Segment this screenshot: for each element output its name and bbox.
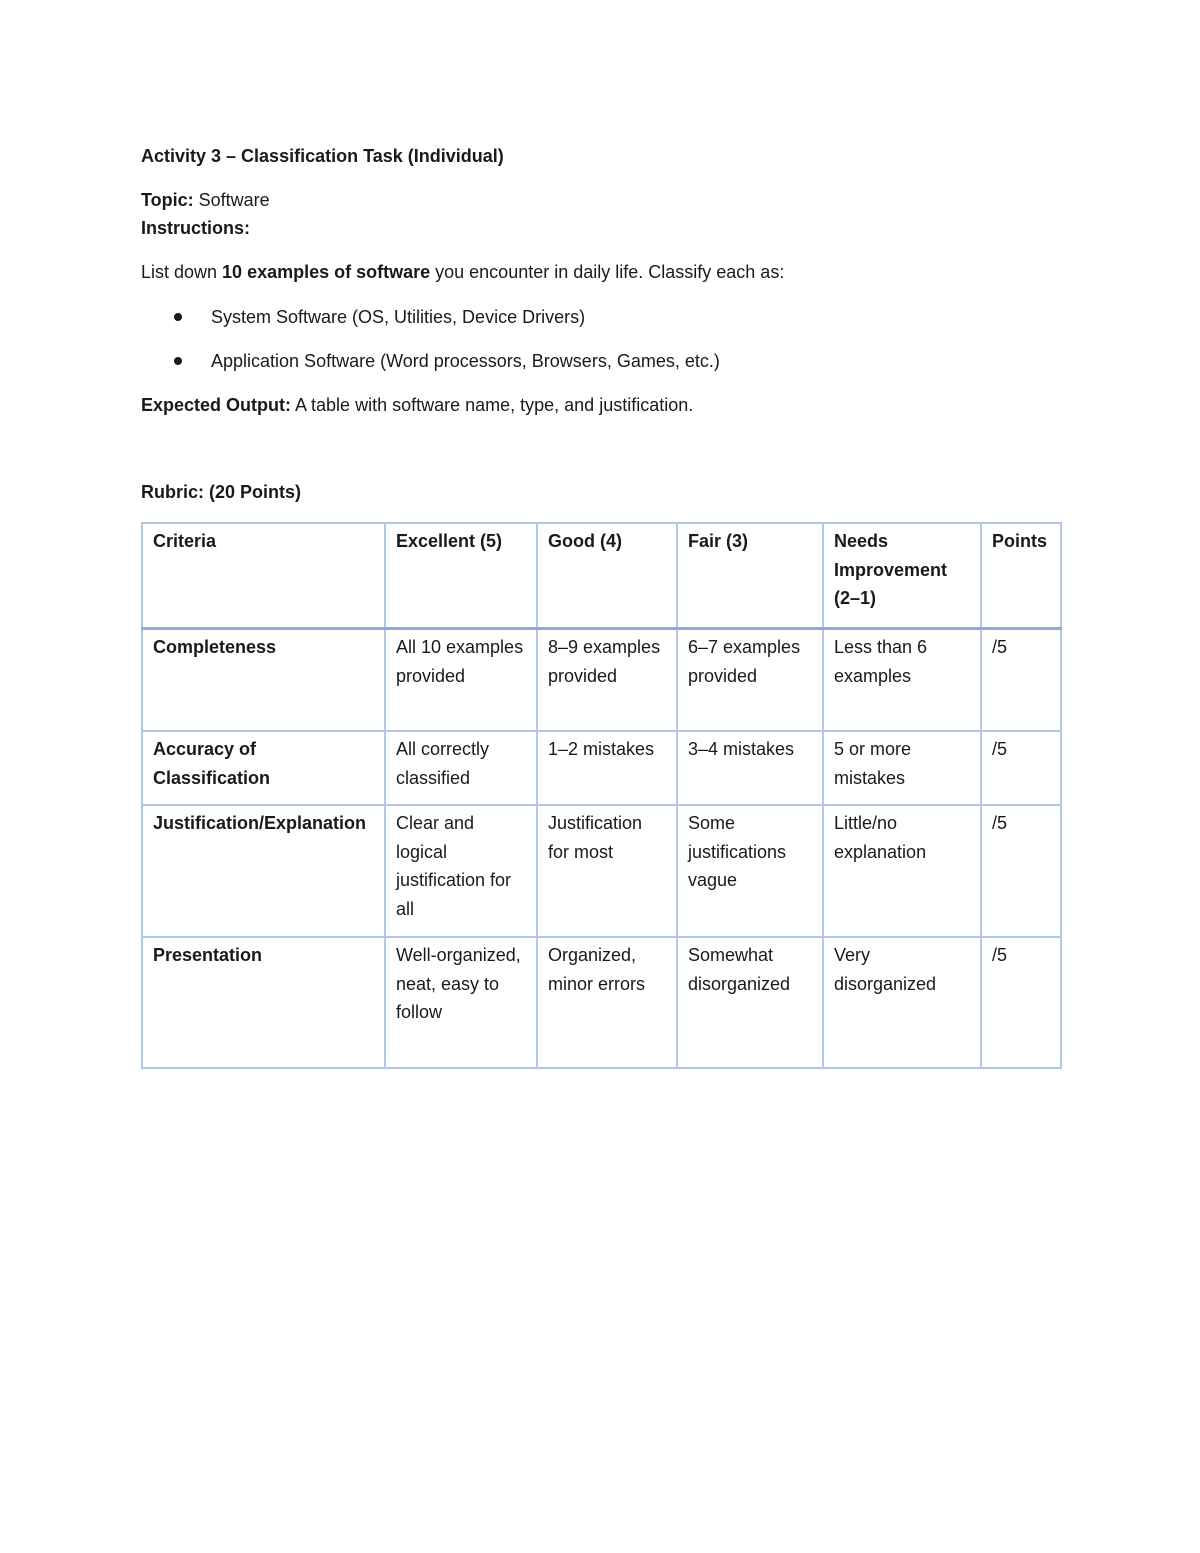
table-cell: Somewhat disorganized [677, 937, 823, 1068]
points-cell: /5 [981, 805, 1061, 937]
list-suffix: you encounter in daily life. Classify each as: [430, 262, 785, 282]
expected-label: Expected Output: [141, 395, 292, 415]
topic-label: Topic: [141, 190, 194, 210]
topic-value: Software [193, 190, 270, 210]
table-cell: 8–9 examples provided [537, 629, 677, 732]
table-cell: Some justifications vague [677, 805, 823, 937]
table-cell: 3–4 mistakes [677, 731, 823, 805]
rubric-table [141, 522, 1062, 1069]
table-cell: Very disorganized [823, 937, 981, 1068]
table-cell: Clear and logical justification for all [385, 805, 537, 937]
header-cell: Criteria [142, 523, 385, 629]
criteria-cell: Completeness [142, 629, 385, 732]
expected-value: A table with software name, type, and justification. [291, 395, 694, 415]
table-cell: Justification for most [537, 805, 677, 937]
bullet-text: Application Software (Word processors, Browsers, Games, etc.) [211, 351, 720, 371]
table-row [142, 805, 1061, 937]
criteria-cell: Accuracy of Classification [142, 731, 385, 805]
table-cell: 5 or more mistakes [823, 731, 981, 805]
table-header-row [142, 523, 1061, 629]
bullet-icon [174, 313, 182, 321]
table-cell: Well-organized, neat, easy to follow [385, 937, 537, 1068]
instructions-text [141, 260, 784, 284]
points-cell: /5 [981, 937, 1061, 1068]
header-cell: Points [981, 523, 1061, 629]
table-cell: Less than 6 examples [823, 629, 981, 732]
points-cell: /5 [981, 731, 1061, 805]
table-row [142, 731, 1061, 805]
instructions-label: Instructions: [141, 218, 251, 238]
criteria-cell: Presentation [142, 937, 385, 1068]
table-cell: All correctly classified [385, 731, 537, 805]
table-cell: 1–2 mistakes [537, 731, 677, 805]
table-cell: Organized, minor errors [537, 937, 677, 1068]
header-cell: Fair (3) [677, 523, 823, 629]
header-cell: Excellent (5) [385, 523, 537, 629]
points-cell: /5 [981, 629, 1061, 732]
activity-title: Activity 3 – Classification Task (Individual) [141, 146, 504, 166]
criteria-cell: Justification/Explanation [142, 805, 385, 937]
table-cell: Little/no explanation [823, 805, 981, 937]
rubric-title: Rubric: (20 Points) [141, 482, 302, 502]
list-prefix: List down [141, 262, 223, 282]
list-bold: 10 examples of software [222, 262, 431, 282]
table-cell: 6–7 examples provided [677, 629, 823, 732]
table-cell: All 10 examples provided [385, 629, 537, 732]
table-row [142, 937, 1061, 1068]
header-cell: Good (4) [537, 523, 677, 629]
expected-output-line [141, 393, 693, 417]
topic-line [141, 188, 270, 212]
header-cell: Needs Improvement (2–1) [823, 523, 981, 629]
table-row [142, 629, 1061, 732]
bullet-text: System Software (OS, Utilities, Device Drivers) [211, 307, 586, 327]
bullet-icon [174, 357, 182, 365]
